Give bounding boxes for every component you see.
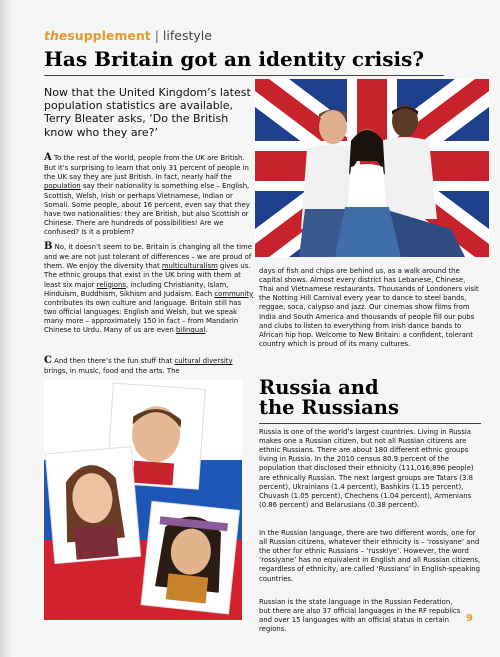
section-label: lifestyle bbox=[162, 28, 212, 43]
russia-paragraph-2: In the Russian language, there are two different words, one for all Russian citizens, whatever their ethnicity is – ‘rossiyane’ and the other for ethnic Russians – ‘russkiye’. However, the word ‘rossiyane’ has no equivalent in English and all Russian citizens, regardless of ethnicity, are called ‘Russians’ in English-speaking countries. bbox=[259, 529, 481, 583]
brand-supplement: supplement bbox=[67, 28, 151, 43]
paragraph-c-continued: days of fish and chips are behind us, as a walk around the capital shows. Almost every district has Lebanese, Chinese, Thai and Vietnamese restaurants. Thousands of Londoners visit the Notting Hill Carnival every year to dance to steel bands, reggae, soca, calypso and jazz. Our cinemas show films from India and South America and thousands of people fill our pubs and clubs to listen to everything from Irish dance bands to African hip hop. Welcome to New Britain: a confident, tolerant country which is proud of its many cultures. bbox=[259, 267, 479, 348]
paragraph-b-text-4: contributes its own culture and language. Britain still has two official languages: English and Welsh, but we speak many more – approximately 150 in fact – from Mandarin Chinese to Urdu. Many of us are even bbox=[44, 298, 242, 335]
paragraph-c-text-2: brings, in music, food and the arts. The bbox=[44, 367, 180, 376]
paragraph-a-text-2: say their nationality is something else – English, Scottish, Welsh, Irish or perhaps Vietnamese, Indian or Somali. Some people, about 16 percent, even say that they have two nationalities: they are British, but also Scottish or Chinese. There are hundreds of possibilities! Are we confused? Is it a problem? bbox=[44, 182, 250, 236]
paragraph-b bbox=[44, 240, 254, 335]
article-title: Has Britain got an identity crisis? bbox=[44, 47, 425, 71]
page-number: 9 bbox=[466, 613, 473, 624]
paragraph-a-text-1: To the rest of the world, people from the UK are British. But it’s surprising to learn that only 31 percent of people in the UK say they are just British. In fact, nearly half the bbox=[44, 154, 249, 182]
russia-faces-illustration bbox=[44, 380, 242, 620]
paragraph-b-text-3: , including Christianity, Islam, Hinduism, Buddhism, Sikhism and Judaism. Each bbox=[44, 280, 229, 298]
russia-paragraph-1: Russia is one of the world’s largest countries. Living in Russia makes one a Russian citizen, but not all Russian citizens are ethnic Russians. There are about 180 different ethnic groups living in Russia. In the 2010 census 80.9 percent of the population that disclosed their ethnicity (111,016,896 people) are ethnically Russian. The next largest groups are Tatars (3.8 percent), Ukrainians (1.4 percent), Bashkirs (1.15 percent), Chuvash (1.05 percent), Chechens (1.04 percent), Armenians (0.86 percent) and Belarusians (0.38 percent). bbox=[259, 428, 474, 509]
union-jack-photo-illustration bbox=[255, 79, 489, 257]
russia-heading-line-2: the Russians bbox=[259, 396, 399, 420]
glossary-link-religions[interactable]: religions bbox=[96, 280, 126, 289]
paragraph-b-text-1: No, it doesn’t seem to be. Britain is changing all the time and we are not just tolerant of differences – we are proud of them. We enjoy the diversity that bbox=[44, 243, 252, 271]
portrait-card-woman bbox=[141, 501, 239, 614]
russia-heading-rule bbox=[259, 423, 481, 424]
russia-heading bbox=[259, 378, 479, 419]
glossary-link-multiculturalism[interactable]: multiculturalism bbox=[161, 262, 218, 271]
title-rule bbox=[44, 75, 444, 76]
paragraph-b-text-5: . bbox=[205, 326, 208, 335]
union-jack-group-photo bbox=[255, 79, 489, 257]
header-separator: | bbox=[154, 28, 159, 43]
glossary-link-community[interactable]: community bbox=[214, 289, 254, 298]
paragraph-c-text-1: And then there’s the fun stuff that bbox=[51, 357, 175, 365]
glossary-link-bilingual[interactable]: bilingual bbox=[175, 326, 206, 335]
paragraph-c bbox=[44, 354, 254, 376]
paragraph-b-text-2: gives us. The ethnic groups that exist in the UK bring with them at least six major bbox=[44, 262, 251, 289]
paragraph-letter-a: A bbox=[44, 152, 52, 163]
russia-faces-photo bbox=[44, 380, 242, 620]
portrait-card-girl bbox=[45, 447, 140, 564]
russia-paragraph-3: Russian is the state language in the Russian Federation, but there are also 37 official languages in the RF republics and over 15 languages with an official status in certain regions. bbox=[259, 598, 461, 634]
glossary-link-population[interactable]: population bbox=[44, 182, 81, 191]
glossary-link-cultural-diversity[interactable]: cultural diversity bbox=[174, 357, 233, 365]
paragraph-letter-c: C bbox=[44, 355, 52, 366]
brand-the: the bbox=[44, 28, 68, 43]
supplement-header bbox=[44, 28, 484, 43]
paragraph-letter-b: B bbox=[44, 241, 53, 252]
article-lede: Now that the United Kingdom’s latest population statistics are available, Terry Bleater asks, ‘Do the British know who they are?’ bbox=[44, 86, 251, 139]
russia-heading-line-1: Russia and bbox=[259, 376, 379, 399]
page-gutter-shadow bbox=[0, 0, 12, 657]
paragraph-a bbox=[44, 151, 254, 237]
